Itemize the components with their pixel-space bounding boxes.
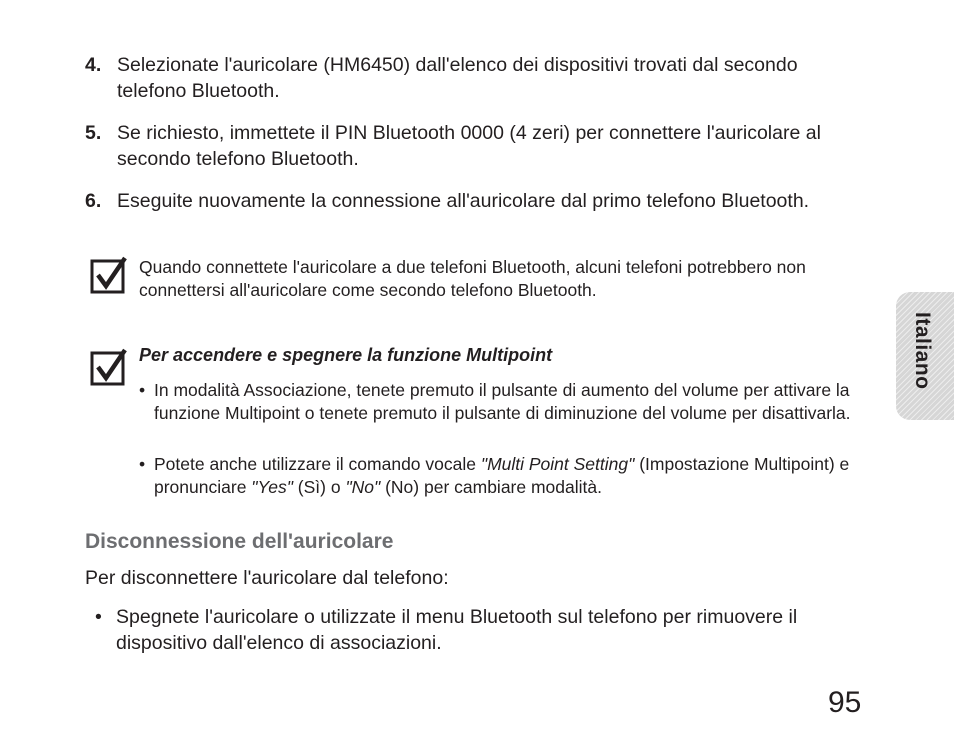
note-text: Quando connettete l'auricolare a due telefoni Bluetooth, alcuni telefoni potrebbero non connettersi all'auricolare come secondo telefono Bluetooth. [139, 257, 806, 300]
voice-no: "No" [345, 477, 381, 497]
language-tab-label: Italiano [911, 312, 934, 390]
step-6 [85, 188, 825, 214]
language-tab [896, 292, 954, 420]
step-text: Selezionate l'auricolare (HM6450) dall'elenco dei dispositivi trovati dal secondo telefono Bluetooth. [117, 54, 798, 102]
bullet-text-part: Potete anche utilizzare il comando vocale [154, 454, 481, 474]
section-intro: Per disconnettere l'auricolare dal telefono: [85, 567, 449, 589]
checkbox-check-icon [90, 256, 128, 294]
bullet-text [154, 453, 859, 499]
note-title: Per accendere e spegnere la funzione Multipoint [139, 345, 553, 365]
note-bullet [139, 379, 859, 425]
checkbox-check-icon [90, 348, 128, 386]
bullet-dot: • [95, 606, 102, 628]
bullet-dot: • [139, 380, 146, 400]
bullet-text-part: (No) per cambiare modalità. [380, 477, 602, 497]
bullet-dot: • [139, 454, 146, 474]
step-5 [85, 120, 825, 172]
step-text: Eseguite nuovamente la connessione all'auricolare dal primo telefono Bluetooth. [117, 190, 810, 212]
section-heading: Disconnessione dell'auricolare [85, 530, 394, 553]
bullet-text: In modalità Associazione, tenete premuto il pulsante di aumento del volume per attivare la funzione Multipoint o tenete premuto il pulsante di diminuzione del volume per disattivarla. [154, 380, 851, 423]
step-number: 5. [85, 122, 102, 144]
step-4 [85, 52, 825, 104]
step-number: 4. [85, 54, 102, 76]
voice-command: "Multi Point Setting" [480, 454, 635, 474]
step-text: Se richiesto, immettete il PIN Bluetooth 0000 (4 zeri) per connettere l'auricolare al secondo telefono Bluetooth. [117, 122, 821, 170]
bullet-text: Spegnete l'auricolare o utilizzate il menu Bluetooth sul telefono per rimuovere il dispositivo dall'elenco di associazioni. [116, 606, 798, 654]
bullet-text-part: (Impostazione Multipoint) e pronunciare [154, 454, 850, 497]
note-bullet [139, 453, 859, 499]
section-bullet [95, 604, 815, 656]
bullet-text-part: (Sì) o [292, 477, 346, 497]
page-number: 95 [828, 686, 862, 719]
step-number: 6. [85, 190, 102, 212]
voice-yes: "Yes" [251, 477, 293, 497]
